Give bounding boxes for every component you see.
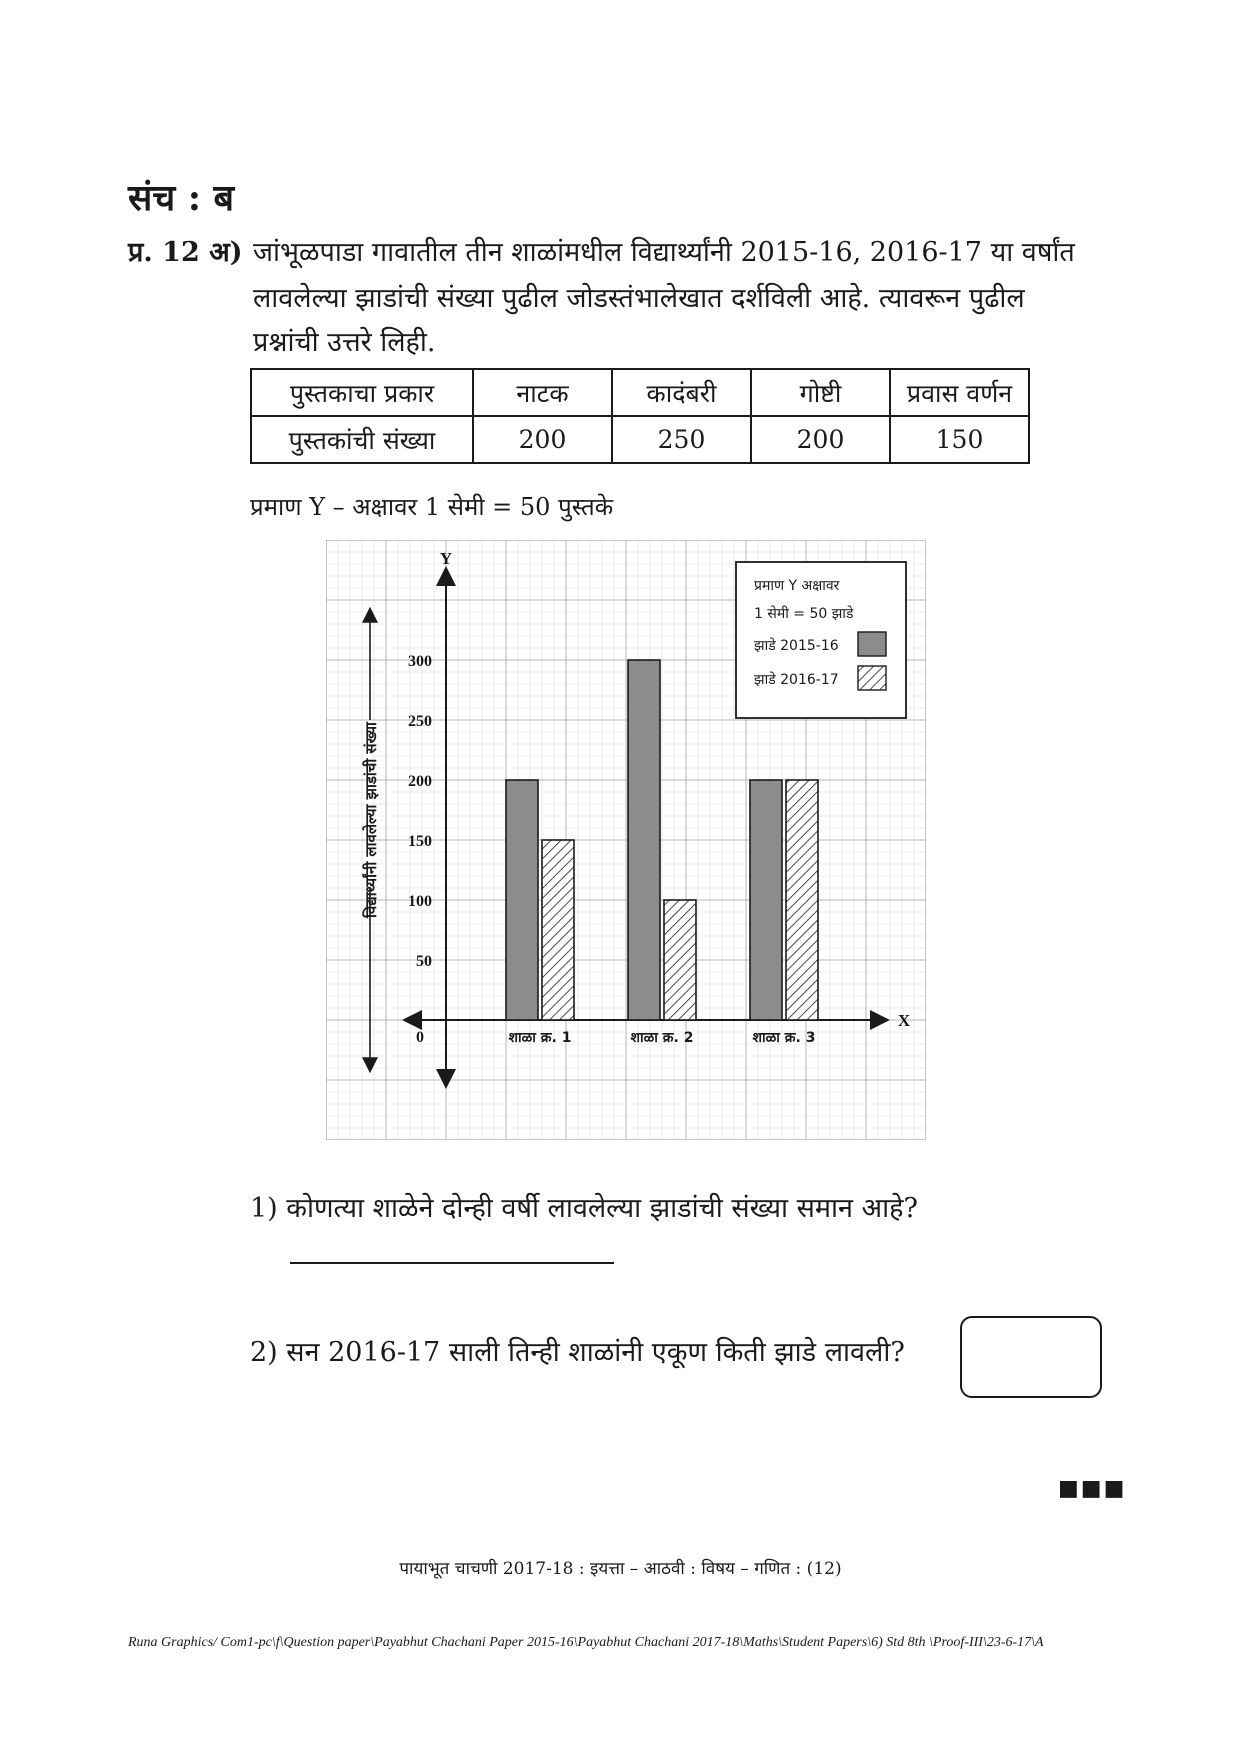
legend-label: झाडे 2016-17	[754, 672, 839, 688]
x-category-label: शाळा क्र. 2	[630, 1030, 694, 1046]
y-tick-label: 0	[416, 1029, 424, 1046]
y-tick-label: 150	[408, 833, 432, 850]
legend-label: झाडे 2015-16	[754, 638, 839, 654]
set-heading: संच : ब	[128, 177, 235, 219]
chart-svg	[326, 540, 926, 1140]
y-tick-label: 300	[408, 653, 432, 670]
question-text-line-3: प्रश्नांची उत्तरे लिही.	[253, 327, 436, 358]
bar-2016-17-school-1	[542, 840, 574, 1020]
question-text-line-2: लावलेल्या झाडांची संख्या पुढील जोडस्तंभालेखात दर्शविली आहे. त्यावरून पुढील	[253, 283, 1025, 314]
page-footer: पायाभूत चाचणी 2017-18 : इयत्ता – आठवी : विषय – गणित : (12)	[399, 1559, 842, 1579]
bar-2016-17-school-2	[664, 900, 696, 1020]
bar-2015-16-school-1	[506, 780, 538, 1020]
legend-swatch	[858, 666, 886, 690]
y-axis-title: विद्यार्थ्यांनी लावलेल्या झाडांची संख्या	[362, 722, 380, 918]
table-row-values	[251, 416, 1029, 463]
end-marks: ■■■	[1058, 1476, 1127, 1501]
scale-note: प्रमाण Y – अक्षावर 1 सेमी = 50 पुस्तके	[250, 493, 614, 521]
table-cell: पुस्तकाचा प्रकार	[251, 369, 473, 416]
books-table	[250, 368, 1030, 464]
sub-question-2: 2) सन 2016-17 साली तिन्ही शाळांनी एकूण किती झाडे लावली?	[250, 1337, 905, 1368]
bar-2015-16-school-2	[628, 660, 660, 1020]
y-tick-label: 100	[408, 893, 432, 910]
y-tick-label: 200	[408, 773, 432, 790]
y-axis-letter: Y	[439, 549, 453, 568]
file-path-footer: Runa Graphics/ Com1-pc\f\Question paper\Payabhut Chachani Paper 2015-16\Payabhut Chachani 2017-18\Maths\Student Papers\6) Std 8th \Proof-III\23-6-17\A	[128, 1635, 1044, 1650]
table-cell: 200	[751, 416, 890, 463]
bar-2015-16-school-3	[750, 780, 782, 1020]
question-number: प्र. 12 अ)	[128, 237, 243, 268]
table-cell: प्रवास वर्णन	[890, 369, 1029, 416]
bar-2016-17-school-3	[786, 780, 818, 1020]
legend-swatch	[858, 632, 886, 656]
question-text-line-1: जांभूळपाडा गावातील तीन शाळांमधील विद्यार्थ्यांनी 2015-16, 2016-17 या वर्षांत	[253, 237, 1075, 268]
x-axis-letter: X	[897, 1011, 911, 1030]
legend-scale-line-2: 1 सेमी = 50 झाडे	[754, 606, 854, 622]
x-category-label: शाळा क्र. 1	[508, 1030, 572, 1046]
legend-scale-line-1: प्रमाण Y अक्षावर	[754, 578, 840, 594]
x-category-label: शाळा क्र. 3	[752, 1030, 816, 1046]
sub-question-1: 1) कोणत्या शाळेने दोन्ही वर्षी लावलेल्या झाडांची संख्या समान आहे?	[250, 1193, 918, 1224]
table-cell: गोष्टी	[751, 369, 890, 416]
answer-blank-line[interactable]	[290, 1262, 614, 1264]
table-cell: नाटक	[473, 369, 612, 416]
y-tick-label: 50	[416, 953, 432, 970]
table-cell: 200	[473, 416, 612, 463]
table-cell: कादंबरी	[612, 369, 751, 416]
answer-box[interactable]	[960, 1316, 1102, 1398]
y-tick-label: 250	[408, 713, 432, 730]
bar-chart	[326, 540, 926, 1140]
chart-legend	[736, 562, 906, 718]
table-cell: 250	[612, 416, 751, 463]
table-cell: 150	[890, 416, 1029, 463]
table-cell: पुस्तकांची संख्या	[251, 416, 473, 463]
table-row-header	[251, 369, 1029, 416]
